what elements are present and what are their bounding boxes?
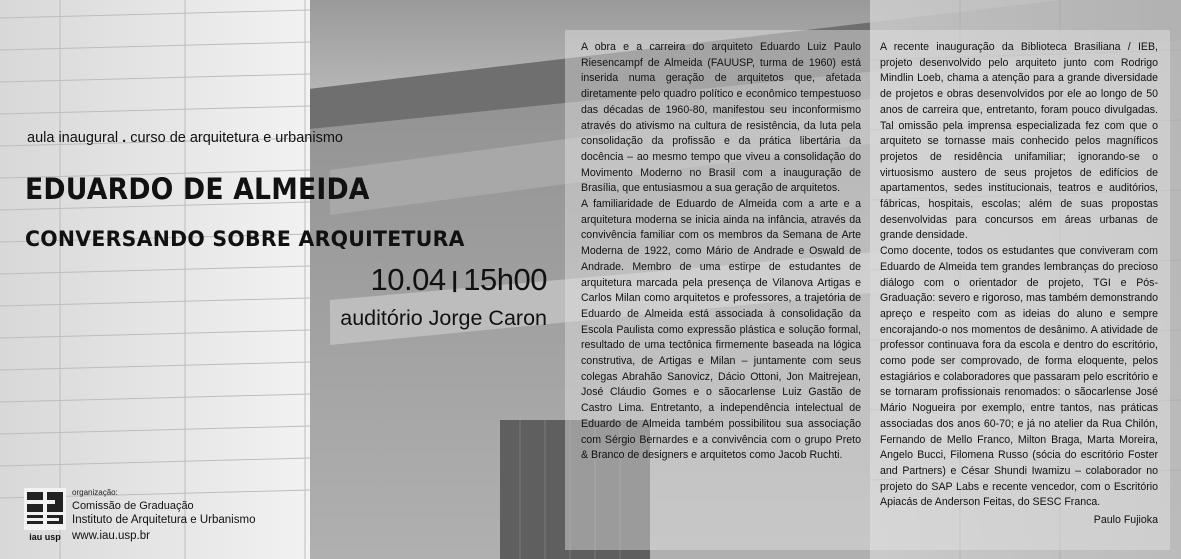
organizer-label: organização:: [72, 488, 118, 497]
paragraph: Como docente, todos os estudantes que conviveram com Eduardo de Almeida tem grandes lembranças do precioso diálogo com o orientador de projeto, TGI e Pós-Graduação: severo e rigoroso, mas também demonstrando apreço e respeito com as ideias do aluno e sempre encorajando-o nos momentos de desânimo. A atividade de professor continuava fora da escola e dentro do escritório, como pode ser comprovado, de forma eloquente, pelos estagiários e colaboradores que passaram pelo escritório e se tornaram profissionais renomados: o sãocarlense José Mário Nogueira por exemplo, entre tantos, nas práticas associadas dos anos 60-70; e já no atelier da Rua Chilón, Fernando de Mello Franco, Milton Braga, Marta Moreira, Angelo Bucci, Filomena Russo (sócia do escritório Foster and Partners) e César Shundi Iwamizu – colaborador no projeto do SAP Labs e recente vencedor, com o Escritório Apiacás de Anderson Feitas, do SESC Franca.: [880, 245, 1158, 509]
course-name: curso de arquitetura e urbanismo: [130, 130, 343, 146]
date-time-separator: |: [451, 267, 458, 292]
event-type: aula inaugural: [27, 130, 119, 146]
iau-logo-icon: [24, 488, 66, 530]
paragraph: A recente inauguração da Biblioteca Brasiliana / IEB, projeto desenvolvido pelo arquiteto junto com Rodrigo Mindlin Loeb, chama a atenção para a grande diversidade de projetos e obras desenvolvidos por ele ao longo de 50 anos de carreira que, entretanto, foram pouco divulgadas. Tal omissão pela imprensa especializada fez com que o arquiteto se tornasse mais conhecido pelos magníficos projetos de residência unifamiliar; ignorando-se o virtuosismo austero de seus projetos de edifícios de apartamentos, sedes institucionais, teatros e auditórios, fábricas, hospitais, escolas; além de suas propostas desenvolvidas para concursos em áreas urbanas de grande densidade.: [880, 41, 1158, 242]
website-link[interactable]: www.iau.usp.br: [72, 530, 150, 542]
event-venue: auditório Jorge Caron: [340, 306, 547, 330]
organizer-institute: Instituto de Arquitetura e Urbanismo: [72, 514, 256, 526]
event-separator: .: [122, 130, 127, 146]
event-date: 10.04: [370, 262, 446, 297]
author-signature: Paulo Fujioka: [1093, 514, 1158, 527]
organizer-committee: Comissão de Graduação: [72, 500, 194, 512]
event-line: [27, 130, 343, 146]
page-title: EDUARDO DE ALMEIDA: [25, 172, 370, 206]
text-column-2: [880, 40, 1158, 529]
date-time: [371, 262, 547, 298]
logo-caption: iau usp: [29, 532, 61, 542]
paragraph: A familiaridade de Eduardo de Almeida com a arte e a arquitetura moderna se inicia ainda na infância, através da convivência familiar com os membros da Semana de Arte Moderna de 1922, como Mário de Andrade e Oswald de Andrade. Membro de uma estirpe de estudantes de arquitetura marcada pela presença de Vilanova Artigas e Carlos Milan como arquitetos e professores, a trajetória de Eduardo de Almeida está associada à consolidação da Escola Paulista como expressão plástica e solução formal, resultado de uma tectônica firmemente baseada na lógica construtiva, de Artigas e Milan – juntamente com seus colegas Abrahão Sanovicz, Dácio Ottoni, Jon Maitrejean, José Cláudio Gomes e o sãocarlense Luiz Gastão de Castro Lima. Entretanto, a independência intelectual de Eduardo de Almeida também possibilitou sua associação com Sérgio Bernardes e a convivência com o grupo Preto & Branco de designers e arquitetos como Jacob Ruchti.: [581, 198, 861, 462]
event-time: 15h00: [463, 262, 547, 297]
paragraph: A obra e a carreira do arquiteto Eduardo Luiz Paulo Riesencampf de Almeida (FAUUSP, turma de 1960) está inserida numa geração de arquitetos que, afetada diretamente pelo quadro político e econômico tempestuoso das décadas de 1960-80, manifestou seu inconformismo através do ativismo na cultura de resistência, da luta pela consolidação da profissão e da prática libertária da docência – ao mesmo tempo que viveu a consolidação do Movimento Moderno no Brasil com a inauguração de Brasília, que entusiasmou a sua geração de arquitetos.: [581, 41, 861, 195]
lecture-subtitle: CONVERSANDO SOBRE ARQUITETURA: [25, 227, 465, 252]
text-column-1: [581, 40, 861, 464]
